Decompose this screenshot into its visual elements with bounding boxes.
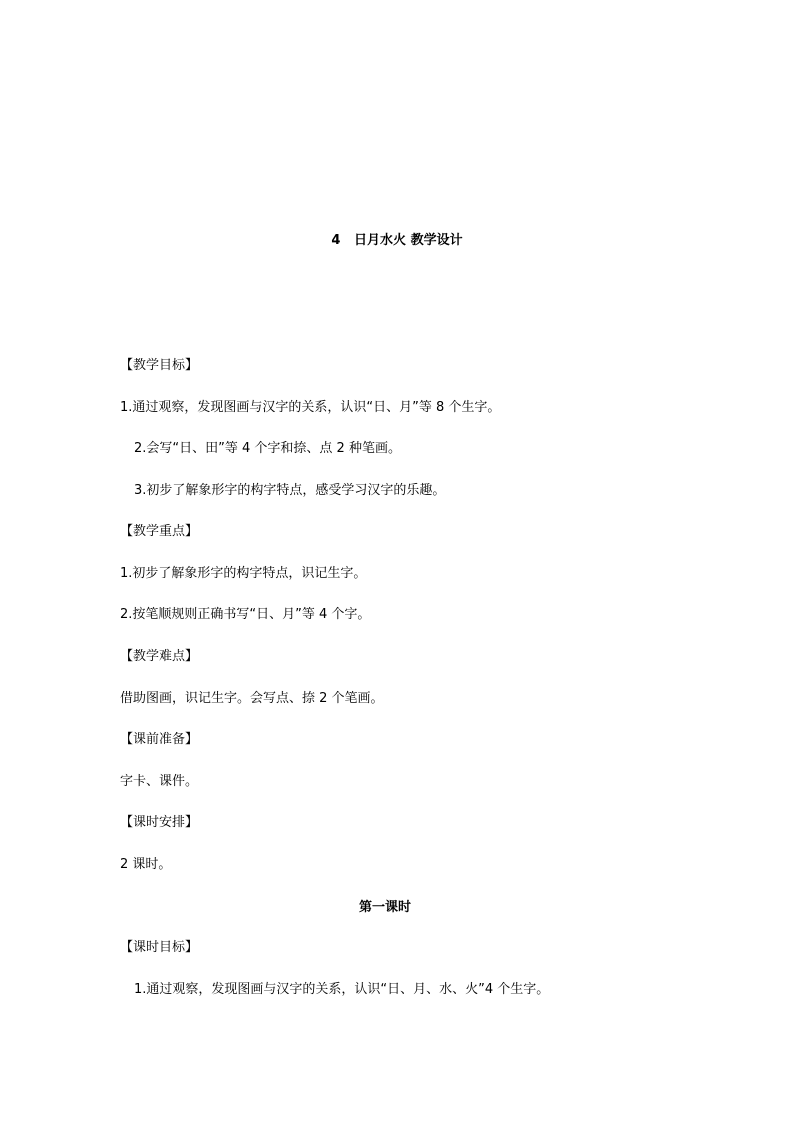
- goals-heading: 【教学目标】: [120, 358, 199, 373]
- schedule-text: 2 课时。: [120, 857, 172, 872]
- preparation-text: 字卡、课件。: [120, 774, 199, 789]
- key-point-item-2: 2.按笔顺规则正确书写“日、月”等 4 个字。: [120, 607, 371, 622]
- key-points-heading: 【教学重点】: [120, 524, 199, 539]
- schedule-heading: 【课时安排】: [120, 815, 199, 830]
- goal-item-1: 1.通过观察，发现图画与汉字的关系，认识“日、月”等 8 个生字。: [120, 400, 501, 415]
- difficulties-heading: 【教学难点】: [120, 649, 199, 664]
- lesson1-goals-heading: 【课时目标】: [120, 940, 199, 955]
- goal-item-3: 3.初步了解象形字的构字特点，感受学习汉字的乐趣。: [134, 483, 446, 498]
- goal-item-2: 2.会写“日、田”等 4 个字和捺、点 2 种笔画。: [134, 441, 401, 456]
- key-point-item-1: 1.初步了解象形字的构字特点，识记生字。: [120, 566, 367, 581]
- document-title: 4 日月水火 教学设计: [331, 233, 463, 248]
- preparation-heading: 【课前准备】: [120, 732, 199, 747]
- lesson1-goal-item-1: 1.通过观察，发现图画与汉字的关系，认识“日、月、水、火”4 个生字。: [134, 982, 550, 997]
- lesson1-title: 第一课时: [358, 900, 411, 915]
- difficulties-text: 借助图画，识记生字。会写点、捺 2 个笔画。: [120, 691, 384, 706]
